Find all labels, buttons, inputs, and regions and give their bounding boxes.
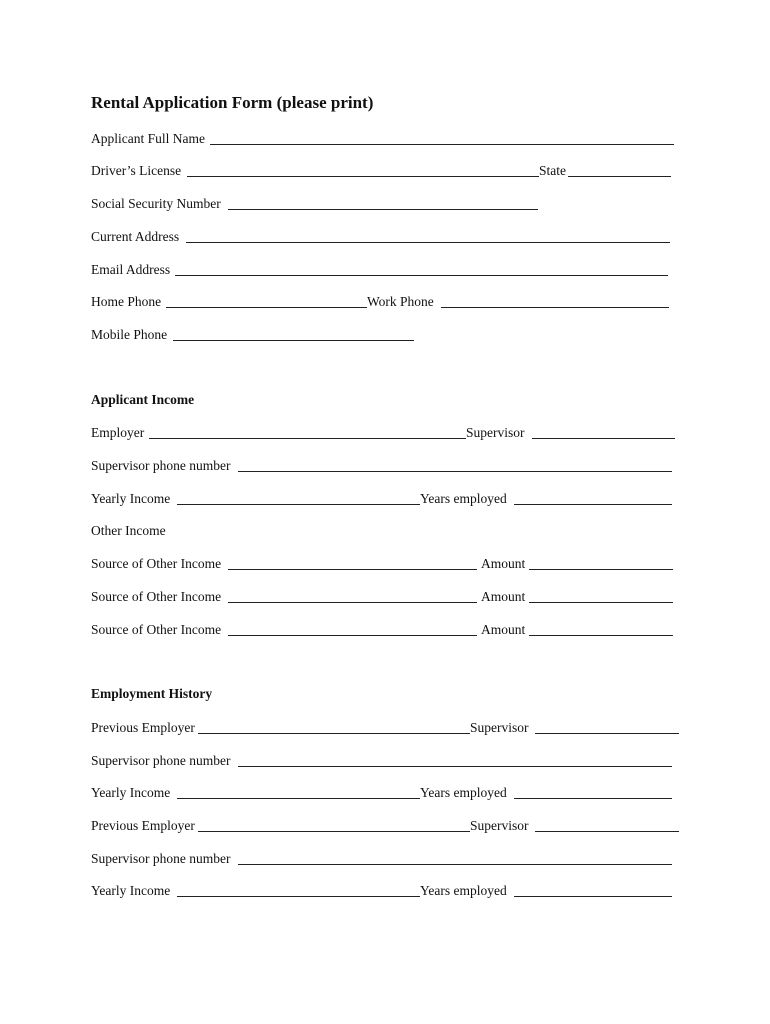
- previous-supervisor-phone-field[interactable]: [238, 864, 672, 865]
- previous-supervisor-label: Supervisor: [470, 720, 529, 735]
- current-address-field[interactable]: [186, 242, 670, 243]
- yearly-income-field[interactable]: [177, 504, 420, 505]
- other-income-source-label: Source of Other Income: [91, 622, 222, 637]
- other-income-amount-label: Amount: [481, 622, 526, 637]
- other-income-label: Other Income: [91, 523, 166, 538]
- previous-supervisor-phone-label: Supervisor phone number: [91, 851, 231, 866]
- previous-yearly-income-field[interactable]: [177, 798, 420, 799]
- other-income-amount-label: Amount: [481, 556, 526, 571]
- state-label: State: [539, 163, 566, 178]
- ssn-label: Social Security Number: [91, 196, 221, 211]
- years-employed-label: Years employed: [420, 491, 507, 506]
- previous-employer-field[interactable]: [198, 733, 470, 734]
- supervisor-label: Supervisor: [466, 425, 525, 440]
- previous-supervisor-label: Supervisor: [470, 818, 529, 833]
- ssn-field[interactable]: [228, 209, 538, 210]
- other-income-source-label: Source of Other Income: [91, 589, 222, 604]
- other-income-amount-field[interactable]: [529, 635, 673, 636]
- mobile-phone-label: Mobile Phone: [91, 327, 168, 342]
- previous-supervisor-phone-label: Supervisor phone number: [91, 753, 231, 768]
- previous-years-employed-label: Years employed: [420, 785, 507, 800]
- drivers-license-label: Driver’s License: [91, 163, 182, 178]
- previous-yearly-income-label: Yearly Income: [91, 883, 171, 898]
- previous-years-employed-field[interactable]: [514, 896, 672, 897]
- previous-yearly-income-label: Yearly Income: [91, 785, 171, 800]
- employment-history-heading: Employment History: [91, 686, 213, 701]
- applicant-income-heading: Applicant Income: [91, 392, 195, 407]
- state-field[interactable]: [568, 176, 671, 177]
- applicant-full-name-label: Applicant Full Name: [91, 131, 205, 146]
- drivers-license-field[interactable]: [187, 176, 539, 177]
- mobile-phone-field[interactable]: [173, 340, 414, 341]
- other-income-source-label: Source of Other Income: [91, 556, 222, 571]
- previous-supervisor-field[interactable]: [535, 831, 679, 832]
- email-address-label: Email Address: [91, 262, 171, 277]
- previous-employer-label: Previous Employer: [91, 720, 195, 735]
- other-income-source-field[interactable]: [228, 635, 477, 636]
- employer-field[interactable]: [149, 438, 466, 439]
- previous-employer-field[interactable]: [198, 831, 470, 832]
- employer-label: Employer: [91, 425, 145, 440]
- supervisor-phone-label: Supervisor phone number: [91, 458, 231, 473]
- applicant-full-name-field[interactable]: [210, 144, 674, 145]
- other-income-source-field[interactable]: [228, 569, 477, 570]
- other-income-amount-label: Amount: [481, 589, 526, 604]
- other-income-amount-field[interactable]: [529, 602, 673, 603]
- previous-years-employed-field[interactable]: [514, 798, 672, 799]
- home-phone-field[interactable]: [166, 307, 367, 308]
- previous-employer-label: Previous Employer: [91, 818, 195, 833]
- other-income-amount-field[interactable]: [529, 569, 673, 570]
- supervisor-field[interactable]: [532, 438, 675, 439]
- previous-years-employed-label: Years employed: [420, 883, 507, 898]
- previous-yearly-income-field[interactable]: [177, 896, 420, 897]
- supervisor-phone-field[interactable]: [238, 471, 672, 472]
- current-address-label: Current Address: [91, 229, 180, 244]
- yearly-income-label: Yearly Income: [91, 491, 171, 506]
- work-phone-field[interactable]: [441, 307, 669, 308]
- home-phone-label: Home Phone: [91, 294, 162, 309]
- other-income-source-field[interactable]: [228, 602, 477, 603]
- email-address-field[interactable]: [175, 275, 668, 276]
- previous-supervisor-field[interactable]: [535, 733, 679, 734]
- work-phone-label: Work Phone: [367, 294, 434, 309]
- form-title: Rental Application Form (please print): [91, 93, 374, 112]
- previous-supervisor-phone-field[interactable]: [238, 766, 672, 767]
- years-employed-field[interactable]: [514, 504, 672, 505]
